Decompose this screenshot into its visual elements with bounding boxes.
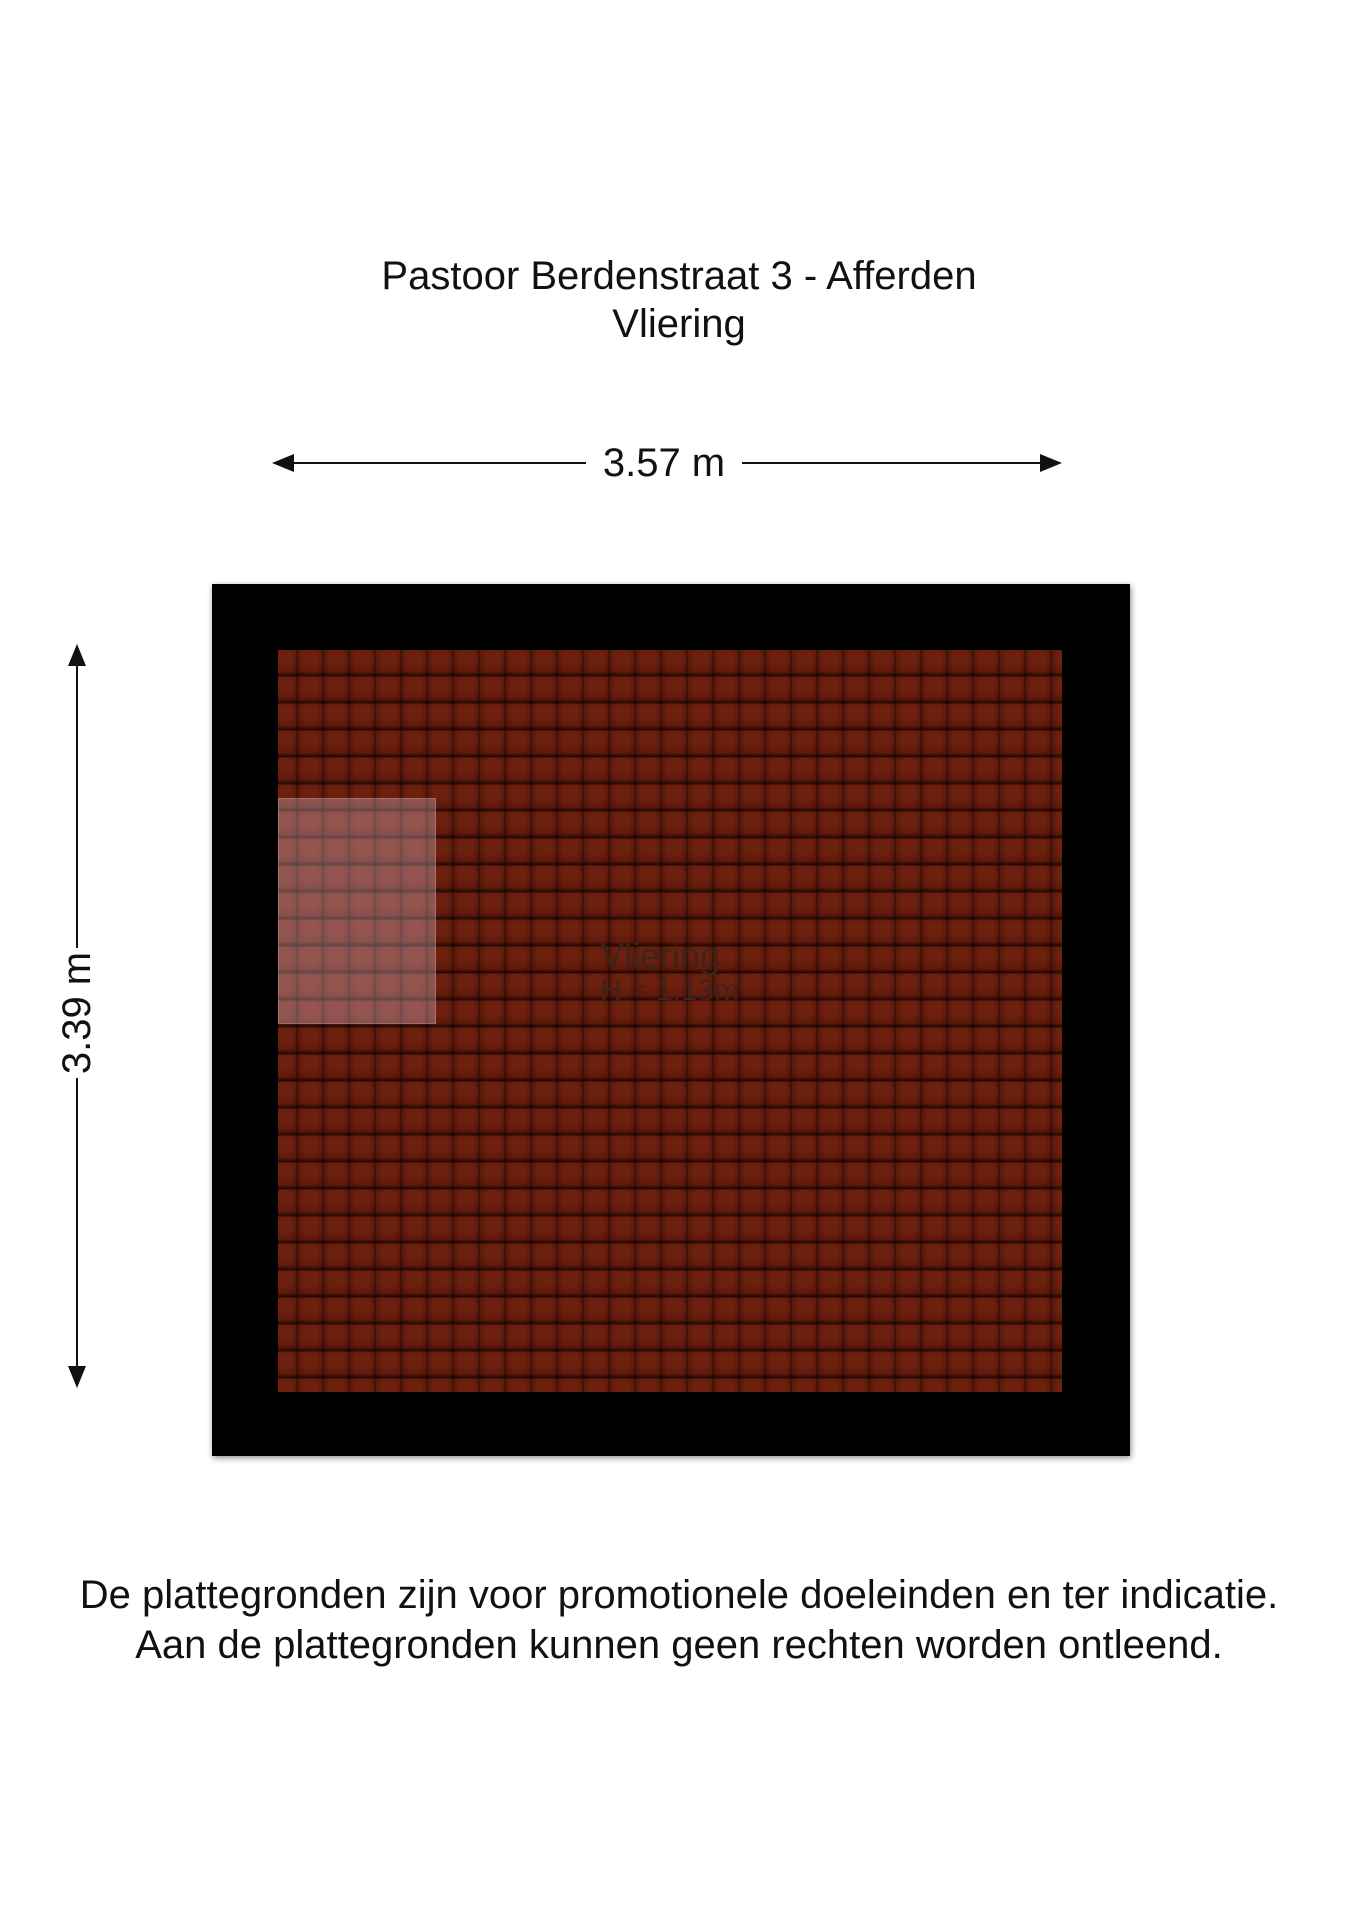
width-dimension <box>272 438 1062 488</box>
width-label: 3.57 m <box>602 441 726 485</box>
disclaimer <box>0 1570 1358 1670</box>
dimension-line <box>742 462 1048 464</box>
depth-dimension <box>52 644 102 1388</box>
arrow-up-icon <box>68 644 86 666</box>
disclaimer-line-2: Aan de plattegronden kunnen geen rechten worden ontleend. <box>135 1623 1223 1667</box>
dimension-line <box>286 462 586 464</box>
dimension-line <box>76 664 78 948</box>
room-height: H = 1.13m <box>600 974 740 1007</box>
floor-title: Vliering <box>612 302 746 346</box>
arrow-right-icon <box>1040 454 1062 472</box>
hatch-opening <box>278 798 436 1024</box>
exterior-walls <box>212 584 1130 1456</box>
disclaimer-line-1: De plattegronden zijn voor promotionele doeleinden en ter indicatie. <box>79 1573 1279 1617</box>
address-title: Pastoor Berdenstraat 3 - Afferden <box>381 254 977 298</box>
arrow-down-icon <box>68 1366 86 1388</box>
room-name: Vliering <box>600 935 721 976</box>
room-vliering <box>278 650 1062 1392</box>
depth-label: 3.39 m <box>55 951 99 1075</box>
dimension-line <box>76 1078 78 1368</box>
plan-header <box>0 252 1358 348</box>
